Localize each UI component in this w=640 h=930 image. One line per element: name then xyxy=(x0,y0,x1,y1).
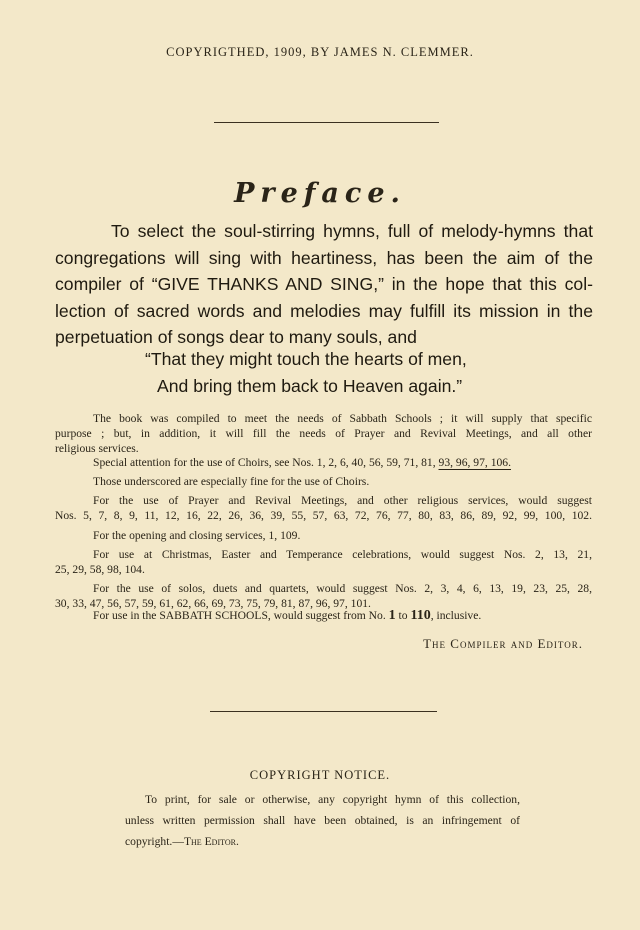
paragraph-line: Nos. 5, 7, 8, 9, 11, 12, 16, 22, 26, 36, 39, 55, 57, 63, 72, 76, 77, 80, 83, 86, 89, 92, 99, 100, 102. xyxy=(55,509,592,522)
underscored-numbers: 93, 96, 97, 106. xyxy=(438,456,511,469)
paragraph-opening-closing xyxy=(55,528,592,543)
range-to: 110 xyxy=(410,608,431,623)
paragraph-choirs xyxy=(55,455,592,470)
divider-bottom xyxy=(210,711,437,712)
signature: The Compiler and Editor. xyxy=(423,636,583,651)
copyright-line: COPYRIGTHED, 1909, BY JAMES N. CLEMMER. xyxy=(166,45,474,59)
paragraph-solos xyxy=(55,581,592,611)
paragraph-prayer-meetings xyxy=(55,493,592,523)
paragraph-line: purpose ; but, in addition, it will fill the needs of Prayer and Revival Meetings, and all other xyxy=(55,427,592,440)
paragraph-line: For the use of solos, duets and quartets, would suggest Nos. 2, 3, 4, 6, 13, 19, 23, 25, 28, xyxy=(93,582,592,595)
paragraph-line: religious services. xyxy=(55,442,139,455)
paragraph-sabbath-range xyxy=(55,608,592,623)
notice-text: copyright.— xyxy=(125,835,184,848)
notice-line: unless written permission shall have been obtained, is an infringement of xyxy=(125,814,520,827)
range-text: , inclusive. xyxy=(430,609,482,622)
quote-line: And bring them back to Heaven again.” xyxy=(157,375,463,396)
paragraph-line xyxy=(55,608,592,623)
notice-line xyxy=(125,831,520,852)
paragraph-line: 25, 29, 58, 98, 104. xyxy=(55,563,145,576)
range-text: to xyxy=(395,609,411,622)
paragraph-line: For use at Christmas, Easter and Temperance celebrations, would suggest Nos. 2, 13, 21, xyxy=(93,548,592,561)
paragraph-sabbath-schools xyxy=(55,411,592,456)
preface-intro xyxy=(55,218,593,351)
paragraph-line: 30, 33, 47, 56, 57, 59, 61, 62, 66, 69, 73, 75, 79, 81, 87, 96, 97, 101. xyxy=(55,597,371,610)
notice-title: COPYRIGHT NOTICE. xyxy=(249,768,391,782)
notice-body xyxy=(125,789,520,852)
range-text: For use in the SABBATH SCHOOLS, would suggest from No. xyxy=(93,609,389,622)
paragraph-line: For the use of Prayer and Revival Meetings, and other religious services, would suggest xyxy=(93,494,592,507)
quote xyxy=(0,346,640,399)
choirs-text: Special attention for the use of Choirs, see Nos. 1, 2, 6, 40, 56, 59, 71, 81, xyxy=(93,456,439,469)
intro-line: compiler of “GIVE THANKS AND SING,” in the hope that this col- xyxy=(55,274,593,294)
quote-line: “That they might touch the hearts of men, xyxy=(145,349,467,369)
intro-line: perpetuation of songs dear to many souls, and xyxy=(55,327,417,347)
intro-line: To select the soul-stirring hymns, full of melody-hymns that xyxy=(111,221,593,241)
paragraph-celebrations xyxy=(55,547,592,577)
paragraph-line: For the opening and closing services, 1, 109. xyxy=(93,529,301,542)
preface-title: Preface. xyxy=(234,178,406,209)
paragraph-line: The book was compiled to meet the needs of Sabbath Schools ; it will supply that specific xyxy=(93,412,592,425)
range-from: 1 xyxy=(388,608,396,623)
intro-line: lection of sacred words and melodies may fulfill its mission in the xyxy=(55,300,593,321)
paragraph-underscored xyxy=(55,474,592,489)
notice-editor: The Editor. xyxy=(183,835,239,848)
intro-line: congregations will sing with heartiness, has been the aim of the xyxy=(55,247,593,268)
notice-line: To print, for sale or otherwise, any copyright hymn of this collection, xyxy=(145,793,520,806)
paragraph-line: Those underscored are especially fine for the use of Choirs. xyxy=(93,475,370,488)
divider-top xyxy=(214,122,439,123)
paragraph-line xyxy=(55,455,592,470)
